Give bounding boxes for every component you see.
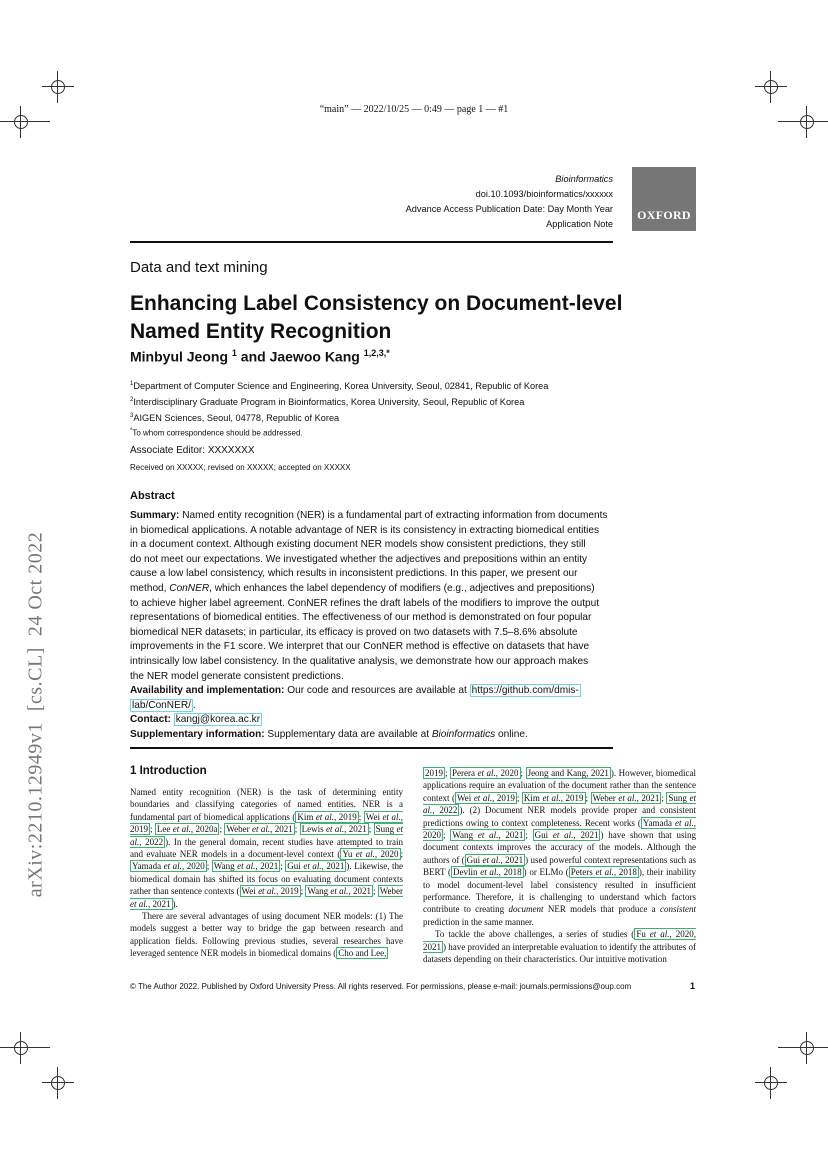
registration-mark: [47, 1072, 69, 1094]
journal-info: [406, 172, 613, 232]
header-rule: [130, 241, 613, 243]
journal-name: Bioinformatics: [555, 174, 613, 184]
abstract-rule: [130, 747, 613, 749]
crop-mark: [0, 121, 50, 122]
code-link[interactable]: lab/ConNER/: [132, 699, 191, 711]
section-category: Data and text mining: [130, 259, 268, 276]
abstract-heading: Abstract: [130, 490, 175, 502]
author-name: Jaewoo Kang: [269, 348, 360, 365]
article-type: Application Note: [546, 219, 613, 229]
received-dates: Received on XXXXX; revised on XXXXX; accepted on XXXXX: [130, 463, 351, 472]
affiliation: $^3$AIGEN Sciences, Seoul, 04778, Republic of Korea: [130, 413, 340, 424]
affiliations: [130, 377, 548, 425]
associate-editor: Associate Editor: XXXXXXX: [130, 445, 255, 456]
paper-title: Enhancing Label Consistency on Document-level Named Entity Recognition: [130, 292, 623, 343]
page-number: 1: [690, 981, 696, 991]
advance-access: Advance Access Publication Date: Day Month Year: [405, 204, 613, 214]
intro-left-column: Named entity recognition (NER) is the task of determining entity boundaries and classifying categories of named entities. NER is a fundamental part of biomedical applications ( Kim et al., 2019 ; Wei et al., 2019 ; Lee et al., 2020a ; Weber et al., 2021 ; Lewis et al., 2021 ; Sung et al., 2022 ). In the general domain, recent studies have attempted to train and evaluate NER models in a document-level context ( Yu et al., 2020 ; Yamada et al., 2020 ; Wang et al., 2021 ; Gui et al., 2021 ). Likewise, the biomedical domain has shifted its focus on evaluating document contexts rather than sentence contexts ( Wei et al., 2019 ; Wang et al., 2021 ; Weber et al., 2021 ). There are several advantages of using document NER models: (1) The models suggest a better way to bridge the gap between research and application fields. Following previous studies, several researches have leveraged sentence NER models in biomedical domains ( Cho and Lee,: [130, 787, 404, 959]
affiliation: $^1$Department of Computer Science and Engineering, Korea University, Seoul, 02841, Republic of Korea: [130, 381, 549, 392]
registration-mark: [10, 1037, 32, 1059]
authors: Minbyul Jeong $^1$ and Jaewoo Kang $^{1,2,3,*}$: [130, 348, 390, 365]
registration-mark: [760, 76, 782, 98]
registration-mark: [760, 1072, 782, 1094]
oxford-logo: OXFORD: [632, 167, 696, 231]
affiliation: $^2$Interdisciplinary Graduate Program in Bioinformatics, Korea University, Seoul, Republic of Korea: [130, 397, 525, 408]
crop-mark: [778, 1047, 828, 1048]
intro-right-column: 2019 ; Perera et al., 2020 ; Jeong and Kang, 2021 ). However, biomedical applications require an evaluation of the document rather than the sentence context ( Wei et al., 2019 ; Kim et al., 2019 ; Weber et al., 2021 ; Sung et al., 2022 ). (2) Document NER models provide proper and consistent predictions owing to context completeness. Recent works ( Yamada et al., 2020 ; Wang et al., 2021 ; Gui et al., 2021 ) have shown that using document contexts improves the accuracy of the models. Although the authors of ( Gui et al., 2021 ) used powerful context representations such as BERT ( Devlin et al., 2018 ) or ELMo ( Peters et al., 2018 ), their inability to model document-level label consistency resulted in insufficient performance. Therefore, it is challenging to understand which factors contribute to creating document NER models that produce a consistent prediction in the same manner. To tackle the above challenges, a series of studies ( Fu et al., 2020, 2021 ) have provided an interpretable evaluation to identify the attributes of datasets depending on their characteristics. Our intuitive motivation: [423, 768, 697, 965]
running-header: “main” — 2022/10/25 — 0:49 — page 1 — #1: [319, 104, 509, 115]
correspondence-note: *To whom correspondence should be addressed.: [130, 428, 303, 438]
registration-mark: [47, 76, 69, 98]
section-heading: 1 Introduction: [130, 765, 207, 777]
crop-mark: [778, 121, 828, 122]
abstract-body: Summary: Named entity recognition (NER) is a fundamental part of extracting information from documents in biomedical applications. A notable advantage of NER is its consistency in extracting biomedical entities in a document context. Although existing document NER models show consistent predictions, they still do not meet our expectations. We investigated whether the adjectives and prepositions within an entity cause a low label consistency, which results in inconsistent predictions. In this paper, we present our method, ConNER, which enhances the label dependency of modifiers (e.g., adjectives and prepositions) to achieve higher label agreement. ConNER refines the draft labels of the modifiers to improve the output representations of biomedical entities. The effectiveness of our method is demonstrated on four popular biomedical NER datasets; in particular, its efficacy is proved on two datasets with 7.5–8.6% absolute improvements in the F1 score. We interpret that our ConNER method is effective on datasets that have intrinsically low label consistency. In the qualitative analysis, we demonstrate how our approach makes the NER model generate consistent predictions. Availability and implementation: Our code and resources are available at https://github.com/dmis- lab/ConNER/ . Contact: kangj@korea.ac.kr Supplementary information: Supplementary data are available at Bioinformatics online.: [130, 510, 608, 740]
doi: doi.10.1093/bioinformatics/xxxxxx: [475, 189, 613, 199]
arxiv-id: arXiv:2210.12949v1 [cs.CL] 24 Oct 2022: [24, 531, 47, 898]
code-link[interactable]: https://github.com/dmis-: [471, 685, 579, 697]
registration-mark: [796, 1037, 818, 1059]
author-name: Minbyul Jeong: [130, 348, 228, 365]
copyright-footer: © The Author 2022. Published by Oxford University Press. All rights reserved. For permissions, please e-mail: journals.permissions@oup.com: [130, 982, 632, 991]
crop-mark: [0, 1047, 50, 1048]
contact-email-link[interactable]: kangj@korea.ac.kr: [175, 714, 261, 726]
